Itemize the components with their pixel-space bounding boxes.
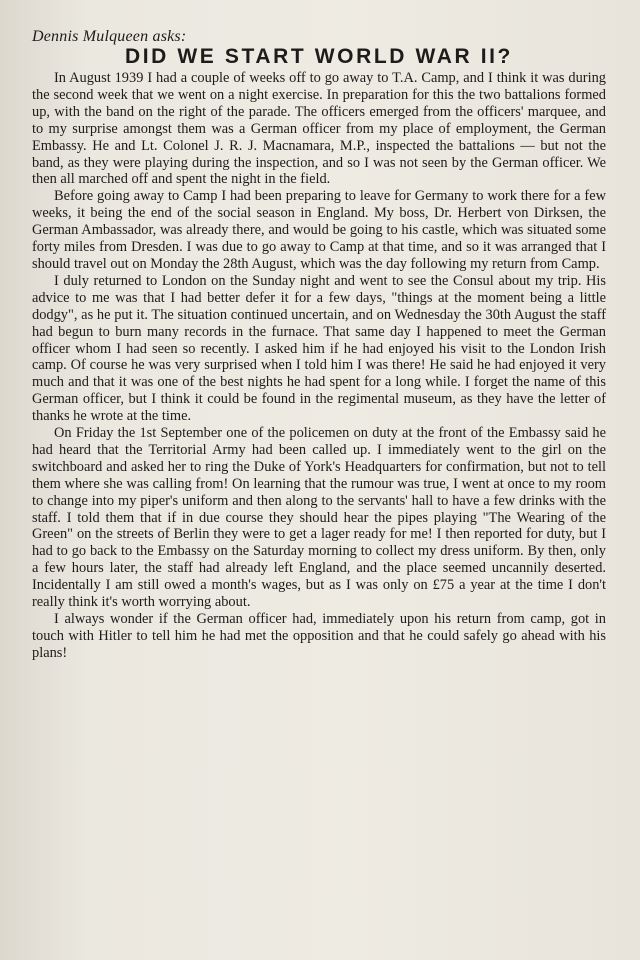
- paragraph: I always wonder if the German officer had, immediately upon his return from camp, got in touch with Hitler to tell him he had met the opposition and that he could safely go ahead with his plans!: [32, 611, 606, 661]
- paragraph: Before going away to Camp I had been preparing to leave for Germany to work there for a few weeks, it being the end of the social season in England. My boss, Dr. Herbert von Dirksen, the German Ambassador, was already there, and would be going to his castle, which was situated some forty miles from Dresden. I was due to go away to Camp at that time, and so it was arranged that I should travel out on Monday the 28th August, which was the day following my return from Camp.: [32, 188, 606, 272]
- article-title: DID WE START WORLD WAR II?: [124, 45, 513, 68]
- paragraph: In August 1939 I had a couple of weeks off to go away to T.A. Camp, and I think it was during the second week that we went on a night exercise. In preparation for this the two battalions formed up, with the band on the right of the parade. The officers emerged from the officers' marquee, and to my surprise amongst them was a German officer from my place of employment, the German Embassy. He and Lt. Colonel J. R. J. Macnamara, M.P., inspected the battalions — but not the band, as they were playing during the inspection, and so I was not seen by the German officer. We then all marched off and spent the night in the field.: [32, 70, 606, 188]
- paragraph: I duly returned to London on the Sunday night and went to see the Consul about my trip. His advice to me was that I had better defer it for a few days, "things at the moment being a little dodgy", as he put it. The situation continued uncertain, and on Wednesday the 30th August the staff had begun to burn many records in the furnace. That same day I happened to meet the German officer whom I had seen so recently. I asked him if he had enjoyed his visit to the London Irish camp. Of course he was very surprised when I told him I was there! He said he had enjoyed it very much and that it was one of the best nights he had spent for a long while. I forget the name of this German officer, but I think it could be found in the regimental museum, as they have the letter of thanks he wrote at the time.: [32, 272, 606, 425]
- paragraph: On Friday the 1st September one of the policemen on duty at the front of the Embassy said he had heard that the Territorial Army had been called up. I immediately went to the girl on the switchboard and asked her to ring the Duke of York's Headquarters for confirmation, but not to tell them where she was calling from! On learning that the rumour was true, I went at once to my room to change into my piper's uniform and then along to the servants' hall to have a few drinks with the staff. I told them that if in due course they should hear the pipes playing "The Wearing of the Green" on the streets of Berlin they were to get a lager ready for me! I then reported for duty, but I had to go back to the Embassy on the Saturday morning to collect my dress uniform. By then, only a few hours later, the staff had already left England, and the place seemed uncannily deserted. Incidentally I am still owed a month's wages, but as I was only on £75 a year at the time I don't really think it's worth worrying about.: [32, 425, 606, 611]
- byline: Dennis Mulqueen asks:: [32, 28, 187, 45]
- article-body: [32, 70, 606, 662]
